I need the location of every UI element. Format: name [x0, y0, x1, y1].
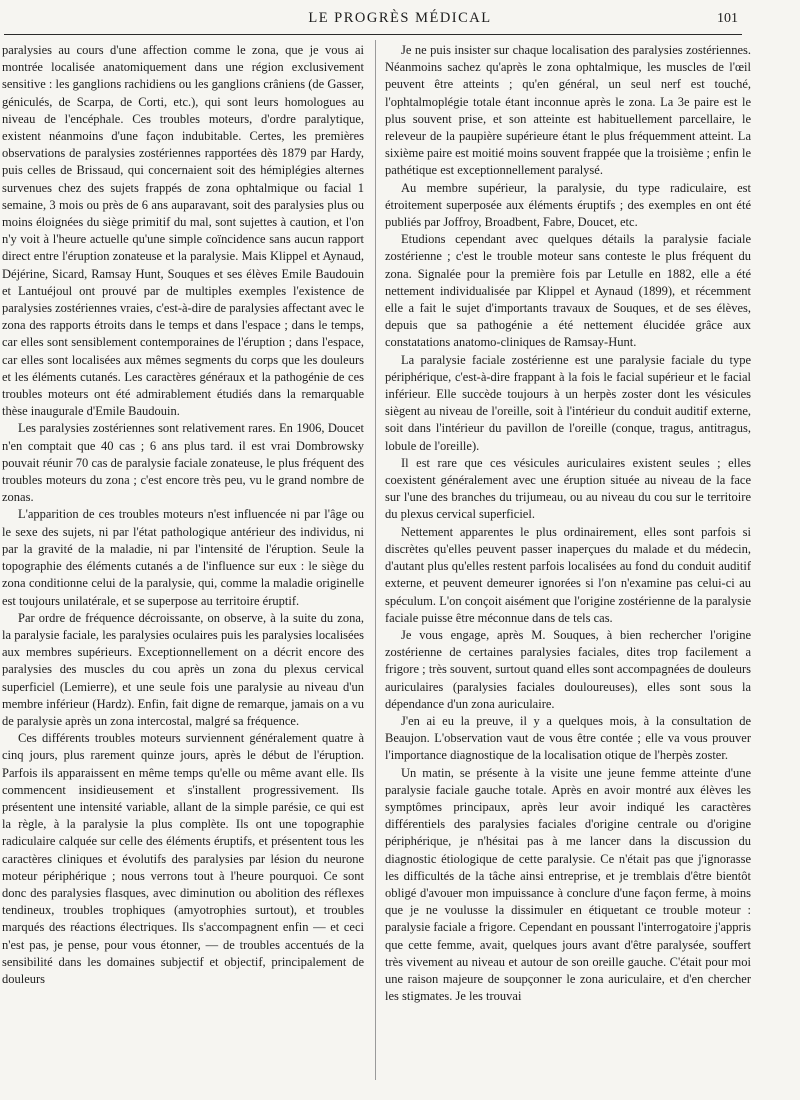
paragraph: La paralysie faciale zostérienne est une paralysie faciale du type périphérique, c'est-à-dire frappant à la fois le facial supérieur et le facial inférieur. Elle succède toujours à un herpès zoster dont les vésicules siègent au niveau de l'oreille, soit à l'intérieur du conduit auditif externe, soit dans l'intérieur du pavillon de l'oreille (conque, tragus, antitragus, lobule de l'oreille). [385, 352, 751, 453]
paragraph: Je ne puis insister sur chaque localisation des paralysies zostériennes. Néanmoins sachez qu'après le zona ophtalmique, les muscles de l'œil peuvent être atteints ; qu'en général, un seul nerf est touché, l'ophtalmoplégie totale étant inconnue après le zona. La 3e paire est le plus souvent prise, et son atteinte est habituellement parcellaire, le releveur de la paupière supérieure étant le plus fréquemment atteint. La sixième paire est moitié moins souvent frappée que la troisième ; enfin le pathétique est exceptionnellement paralysé. [385, 43, 751, 178]
header-rule [4, 34, 742, 35]
paragraph: Par ordre de fréquence décroissante, on observe, à la suite du zona, la paralysie faciale, les paralysies oculaires puis les paralysies localisées aux membres supérieurs. Exceptionnellement on a décrit encore des paralysies des muscles du cou après un zona du plexus cervical superficiel (Lemierre), et une seule fois une paralysie au niveau d'un membre inférieur (Hardz). Enfin, fait digne de remarque, jamais on a vu de paralysie après un zona intercostal, malgré sa fréquence. [2, 610, 364, 728]
page-number: 101 [717, 11, 738, 26]
paragraph: Nettement apparentes le plus ordinairement, elles sont parfois si discrètes qu'elles peuvent passer inaperçues du malade et du médecin, d'autant plus qu'elles restent parfois localisées au fond du conduit auditif externe, et peuvent demeurer ignorées si l'on n'examine pas celui-ci au spéculum. L'on conçoit aisément que l'origine zostérienne de la paralysie faciale puisse être méconnue dans de tels cas. [385, 524, 751, 625]
paragraph: Les paralysies zostériennes sont relativement rares. En 1906, Doucet n'en comptait que 40 cas ; 6 ans plus tard. il est vrai Dombrowsky pouvait réunir 70 cas de paralysie faciale zonateuse, le plus fréquent des troubles moteurs du zona ; c'est encore très peu, vu le grand nombre de zonas. [2, 421, 364, 505]
paragraph: Un matin, se présente à la visite une jeune femme atteinte d'une paralysie faciale gauche totale. Après en avoir montré aux élèves les symptômes principaux, après leur avoir indiqué les caractères différentiels des paralysies faciales d'origine centrale ou d'origine périphérique, je n'hésitai pas à me lancer dans la discussion du diagnostic étiologique de cette paralysie. Ce n'était pas que j'ignorasse les difficultés de la tâche ainsi entreprise, et je tremblais d'être bientôt obligé d'avouer mon impuissance à conclure d'une façon ferme, à moins que je ne voulusse la dissimuler en étiquetant ce trouble moteur : paralysie faciale a frigore. Cependant en poussant l'interrogatoire j'appris que cette femme, avait, quelques jours avant d'être paralysée, souffert très vivement au niveau et autour de son oreille gauche. C'était pour moi une raison majeure de soupçonner le zona auriculaire, et d'en chercher les stigmates. Je les trouvai [385, 765, 751, 1004]
right-column [385, 42, 751, 1082]
left-column [2, 42, 364, 1082]
paragraph: Ces différents troubles moteurs surviennent généralement quatre à cinq jours, plus rarement quinze jours, après le début de l'éruption. Parfois ils apparaissent en même temps qu'elle ou même avant elle. Ils commencent insidieusement et s'installent progressivement. Ils présentent une intensité variable, allant de la simple parésie, ce qui est la règle, à la paralysie la plus complète. Ils ont une topographie radiculaire calquée sur celle des éléments éruptifs, et présentent tous les caractères cliniques et évolutifs des paralysies par lésion du neurone moteur périphérique ; nous verrons tout à l'heure pourquoi. Ce sont donc des paralysies flasques, avec diminution ou abolition des réflexes tendineux, troubles trophiques (amyotrophies surtout), et troubles marqués des réactions électriques. Ils s'accompagnent enfin — et ceci n'est pas, je pense, pour vous étonner, — de troubles accentués de la sensibilité dans les domaines subjectif et objectif, principalement de douleurs [2, 731, 364, 986]
running-head: LE PROGRÈS MÉDICAL [308, 10, 492, 26]
paragraph: Il est rare que ces vésicules auriculaires existent seules ; elles coexistent généralement avec une éruption située au niveau de la face sur l'une des branches du trijumeau, ou au niveau du cou sur le territoire du plexus cervical superficiel. [385, 455, 751, 522]
column-divider [375, 40, 376, 1080]
paragraph: J'en ai eu la preuve, il y a quelques mois, à la consultation de Beaujon. L'observation vaut de vous être contée ; elle va vous prouver l'importance diagnostique de la localisation otique de l'herpès zoster. [385, 713, 751, 763]
paragraph: Etudions cependant avec quelques détails la paralysie faciale zostérienne ; c'est le trouble moteur sans conteste le plus fréquent du zona. Signalée pour la première fois par Letulle en 1882, elle a été nettement individualisée par Klippel et Aynaud (1899), et récemment elle a fait le sujet d'importants travaux de Souques, et de ses élèves, depuis que sa pathogénie a été nettement élucidée grâce aux constatations anatomo-cliniques de Ramsay-Hunt. [385, 232, 751, 350]
paragraph: paralysies au cours d'une affection comme le zona, que je vous ai montrée localisée anatomiquement dans une région exclusivement sensitive : les ganglions rachidiens ou les ganglions crâniens (de Gasser, géniculés, de Scarpa, de Corti, etc.), qui sont leurs homologues au niveau de l'encéphale. Ces troubles moteurs, d'ordre paralytique, existent néanmoins d'une façon indubitable. Certes, les premières observations de paralysies zostériennes rapportées dès 1879 par Hardy, puis celles de Brissaud, qui concernaient soit des hémiplégies alternes survenues chez des sujets frappés de zona ophtalmique ou facial 1 semaine, 3 mois ou près de 6 ans auparavant, soit des paralysies plus ou moins éloignées du siège primitif du mal, sont sujettes à caution, et l'on n'y voit à l'heure actuelle qu'une simple coïncidence sans aucun rapport direct entre l'éruption zonateuse et la paralysie. Mais Klippel et Aynaud, Déjérine, Sicard, Ramsay Hunt, Souques et ses élèves Emile Baudouin et Lantuéjoul ont prouvé par de multiples exemples l'existence de paralysies zostériennes vraies, c'est-à-dire de paralysies affectant avec le zona des rapports étroits dans le temps et dans l'espace ; dans le temps, car elles sont sensiblement contemporaines de l'éruption ; dans l'espace, car elles sont localisées aux mêmes segments du corps que les douleurs et les éléments cutanés. Les caractères généraux et la pathogénie de ces troubles moteurs ont été admirablement étudiés dans la remarquable thèse inaugurale d'Emile Baudouin. [2, 43, 364, 419]
paragraph: L'apparition de ces troubles moteurs n'est influencée ni par l'âge ou le sexe des sujets, ni par l'état pathologique antérieur des individus, ni par la gravité de la maladie, ni par l'intensité de l'éruption. Seule la topographie des éléments cutanés a de l'influence sur eux : le siège du zona conditionne celui de la paralysie, qui, comme la maladie originelle est toujours unilatérale, et se superpose au territoire éruptif. [2, 507, 364, 608]
paragraph: Au membre supérieur, la paralysie, du type radiculaire, est étroitement superposée aux éléments éruptifs ; des exemples en ont été publiés par Joffroy, Broadbent, Fabre, Doucet, etc. [385, 180, 751, 230]
paragraph: Je vous engage, après M. Souques, à bien rechercher l'origine zostérienne de certaines paralysies faciales, dites trop facilement a frigore ; très souvent, surtout quand elles sont accompagnées de douleurs auriculaires (paralysies faciales douloureuses), elles sont sous la dépendance d'un zona auriculaire. [385, 627, 751, 711]
page-header [0, 10, 800, 32]
